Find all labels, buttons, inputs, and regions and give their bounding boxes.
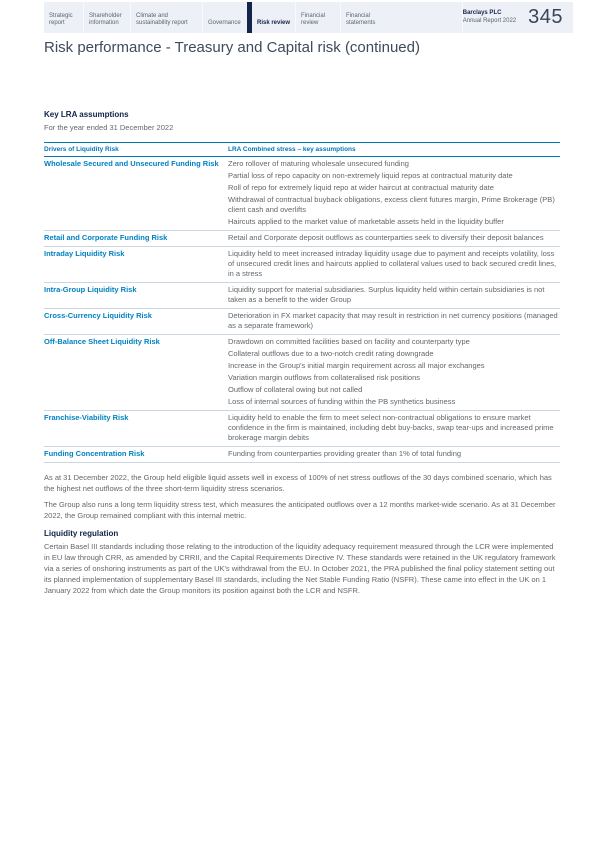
- liquidity-regulation-paragraph: Certain Basel III standards including those relating to the introduction of the liquidity adequacy requirement measured through the LCR were implemented in EU law through CRR, as amended by CRRII, and the Capital Requirements Directive IV. These standards were retained in the UK regulatory framework via a series of onshoring instruments as part of the UK's withdrawal from the EU. In October 2021, the PRA published the final policy statement setting out its planned implementation of supplementary Basel III standards, including the Net Stable Funding Ratio (NSFR). These came into effect in the UK on 1 January 2022 from which date the Group monitors its position against both the LCR and NSFR.: [44, 542, 556, 595]
- body-paragraph-2: The Group also runs a long term liquidity stress test, which measures the anticipated outflows over a 12 months market-wide scenario. As at 31 December 2022, the Group remained compliant with this internal metric.: [44, 500, 556, 520]
- lra-table-body: [44, 157, 560, 463]
- lra-assumptions-table: [44, 142, 560, 463]
- table-row: [44, 283, 560, 309]
- assumptions-cell: [228, 413, 560, 445]
- assumption-item: Withdrawal of contractual buyback obligations, excess client futures margin, Prime Brokerage (PB) client cash and overlifts: [228, 195, 555, 214]
- liquidity-regulation-heading: Liquidity regulation: [44, 529, 119, 538]
- assumptions-cell: [228, 449, 560, 461]
- assumption-item: Zero rollover of maturing wholesale unsecured funding: [228, 159, 409, 168]
- brand-name: Barclays PLC: [462, 10, 502, 16]
- tab-strategic-report[interactable]: Strategic report: [49, 13, 73, 26]
- tab-risk-review[interactable]: Risk review: [247, 2, 295, 33]
- body-paragraph-1: As at 31 December 2022, the Group held eligible liquid assets well in excess of 100% of net stress outflows of the 30 days combined scenario, which has the highest net outflows of the three short-term liquidity stress scenarios.: [44, 473, 552, 493]
- assumption-item: Partial loss of repo capacity on non-extremely liquid repos at contractual maturity date: [228, 171, 513, 180]
- driver-cell: Funding Concentration Risk: [44, 449, 145, 458]
- assumption-item: Roll of repo for extremely liquid repo at wider haircut at contractual maturity date: [228, 183, 494, 192]
- driver-cell: Franchise-Viability Risk: [44, 413, 129, 422]
- brand-block: [463, 10, 516, 25]
- assumption-item: Liquidity held to meet increased intraday liquidity usage due to payment and receipts volatility, loss of unsecured credit lines and haircuts applied to collateral values used to back secured credit lines, in a stress: [228, 249, 557, 278]
- band-right-block: [462, 2, 573, 33]
- page-title: Risk performance - Treasury and Capital risk (continued): [44, 39, 420, 56]
- brand-report-title: Annual Report 2022: [462, 17, 517, 24]
- assumption-item: Liquidity support for material subsidiaries. Surplus liquidity held within certain subsidiaries is not taken as a benefit to the wider Group: [228, 285, 545, 304]
- driver-cell: Intra-Group Liquidity Risk: [44, 285, 137, 294]
- assumption-item: Haircuts applied to the market value of marketable assets held in the liquidity buffer: [228, 217, 504, 226]
- section-subheading: For the year ended 31 December 2022: [44, 123, 174, 132]
- table-row: [44, 411, 560, 447]
- table-header-row: [44, 143, 560, 157]
- table-row: [44, 231, 560, 247]
- assumptions-cell: [228, 285, 560, 307]
- table-row: [44, 309, 560, 335]
- assumptions-cell: [228, 159, 560, 229]
- assumption-item: Liquidity held to enable the firm to meet select non-contractual obligations to ensure market confidence in the firm is maintained, including debt buy-backs, swap tear-ups and increased prime brokerage margin debits: [228, 413, 554, 442]
- table-row: [44, 447, 560, 463]
- section-heading: Key LRA assumptions: [44, 110, 129, 119]
- tab-financial-statements[interactable]: Financial statements: [340, 2, 387, 33]
- driver-cell: Retail and Corporate Funding Risk: [44, 233, 168, 242]
- assumptions-cell: [228, 249, 560, 281]
- assumptions-cell: [228, 233, 560, 245]
- table-row: [44, 157, 560, 231]
- tab-financial-review[interactable]: Financial review: [295, 2, 340, 33]
- page-number: 345: [528, 6, 563, 28]
- top-navigation-band: [44, 2, 573, 33]
- assumption-item: Funding from counterparties providing greater than 1% of total funding: [228, 449, 462, 458]
- assumption-item: Loss of internal sources of funding within the PB synthetics business: [228, 397, 456, 406]
- driver-cell: Off-Balance Sheet Liquidity Risk: [44, 337, 160, 346]
- column-header-assumptions: LRA Combined stress – key assumptions: [228, 146, 356, 153]
- assumption-item: Retail and Corporate deposit outflows as counterparties seek to diversify their deposit balances: [228, 233, 544, 242]
- column-header-drivers: Drivers of Liquidity Risk: [44, 146, 119, 153]
- assumption-item: Deterioration in FX market capacity that may result in restriction in net currency positions (managed as a separate framework): [228, 311, 558, 330]
- assumptions-cell: [228, 311, 560, 333]
- assumptions-cell: [228, 337, 560, 409]
- assumption-item: Collateral outflows due to a two-notch credit rating downgrade: [228, 349, 434, 358]
- tab-shareholder-information[interactable]: Shareholder information: [83, 2, 130, 33]
- driver-cell: Intraday Liquidity Risk: [44, 249, 125, 258]
- assumption-item: Drawdown on committed facilities based on facility and counterparty type: [228, 337, 470, 346]
- driver-cell: Cross-Currency Liquidity Risk: [44, 311, 152, 320]
- assumption-item: Outflow of collateral owing but not called: [228, 385, 363, 394]
- table-row: [44, 335, 560, 411]
- driver-cell: Wholesale Secured and Unsecured Funding Risk: [44, 159, 219, 168]
- main-content: [44, 110, 560, 596]
- table-row: [44, 247, 560, 283]
- assumption-item: Increase in the Group's initial margin requirement across all major exchanges: [228, 361, 485, 370]
- tab-climate-and-sustainability-report[interactable]: Climate and sustainability report: [130, 2, 202, 33]
- assumption-item: Variation margin outflows from collateralised risk positions: [228, 373, 421, 382]
- tab-governance[interactable]: Governance: [202, 2, 247, 33]
